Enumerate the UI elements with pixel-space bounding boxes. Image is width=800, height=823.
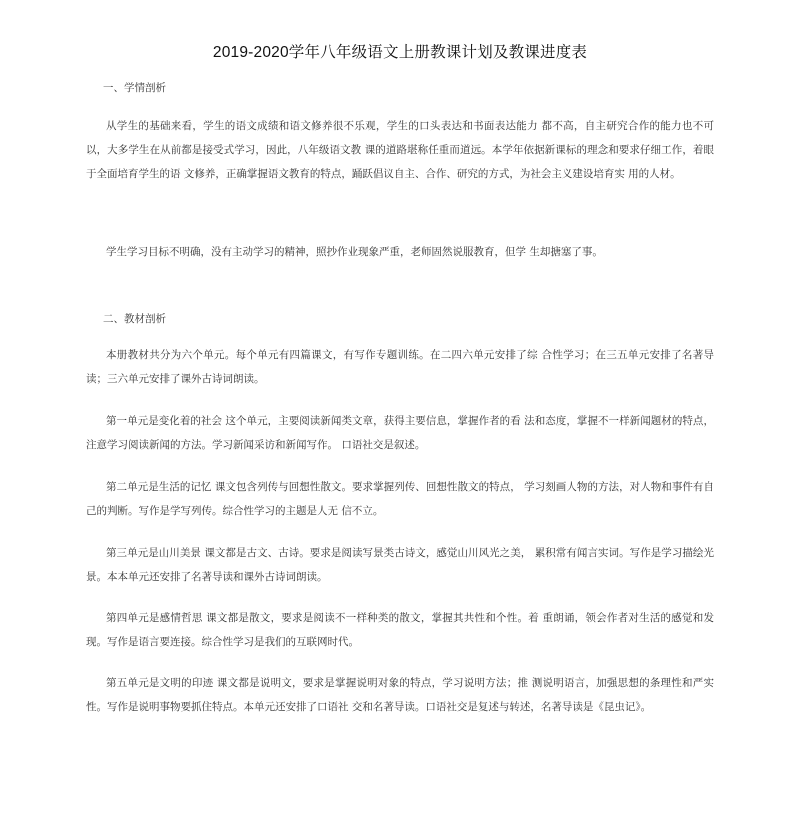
section-heading-learning-analysis: 一、学情剖析	[103, 82, 166, 94]
paragraph: 学生学习目标不明确，没有主动学习的精神，照抄作业现象严重，老师固然说服教育，但学 生却搪塞了事。	[106, 246, 603, 258]
document-title: 2019-2020学年八年级语文上册教课计划及教课进度表	[212, 44, 588, 61]
paragraph: 第二单元是生活的记忆 课文包含列传与回想性散文。要求掌握列传、回想性散文的特点， 学习刻画人物的方法，对人物和事件有自己的判断。写作是学写列传。综合性学习的主题是人无 信不立。	[86, 481, 714, 517]
paragraph: 第一单元是变化着的社会 这个单元，主要阅读新闻类文章，获得主要信息，掌握作者的看 法和态度，掌握不一样新闻题材的特点，注意学习阅读新闻的方法。学习新闻采访和新闻写作。 口语社交是叙述。	[86, 415, 714, 451]
paragraph: 第三单元是山川美景 课文都是古文、古诗。要求是阅读写景类古诗文，感觉山川风光之美， 累积常有闻言实词。写作是学习描绘光景。本本单元还安排了名著导读和课外古诗词朗读。	[86, 547, 714, 583]
section-heading-textbook-analysis: 二、教材剖析	[103, 313, 166, 325]
paragraph: 本册教材共分为六个单元。每个单元有四篇课文，有写作专题训练。在二四六单元安排了综 合性学习；在三五单元安排了名著导读；三六单元安排了课外古诗词朗读。	[86, 349, 714, 385]
paragraph: 从学生的基础来看，学生的语文成绩和语文修养很不乐观，学生的口头表达和书面表达能力 都不高，自主研究合作的能力也不可以，大多学生在从前都是接受式学习，因此，八年级语文教 课的道路堪称任重而道远。本学年依据新课标的理念和要求仔细工作，着眼于全面培育学生的语 文修养，正确掌握语文教育的特点，踊跃倡议自主、合作、研究的方式，为社会主义建设培育实 用的人材。	[86, 120, 714, 180]
paragraph: 第五单元是文明的印迹 课文都是说明文，要求是掌握说明对象的特点，学习说明方法；推 测说明语言，加强思想的条理性和严实性。写作是说明事物要抓住特点。本单元还安排了口语社 交和名著导读。口语社交是复述与转述，名著导读是《昆虫记》。	[86, 677, 714, 713]
paragraph: 第四单元是感情哲思 课文都是散文，要求是阅读不一样种类的散文，掌握其共性和个性。着 重朗诵，领会作者对生活的感觉和发现。写作是语言要连接。综合性学习是我们的互联网时代。	[86, 612, 714, 648]
